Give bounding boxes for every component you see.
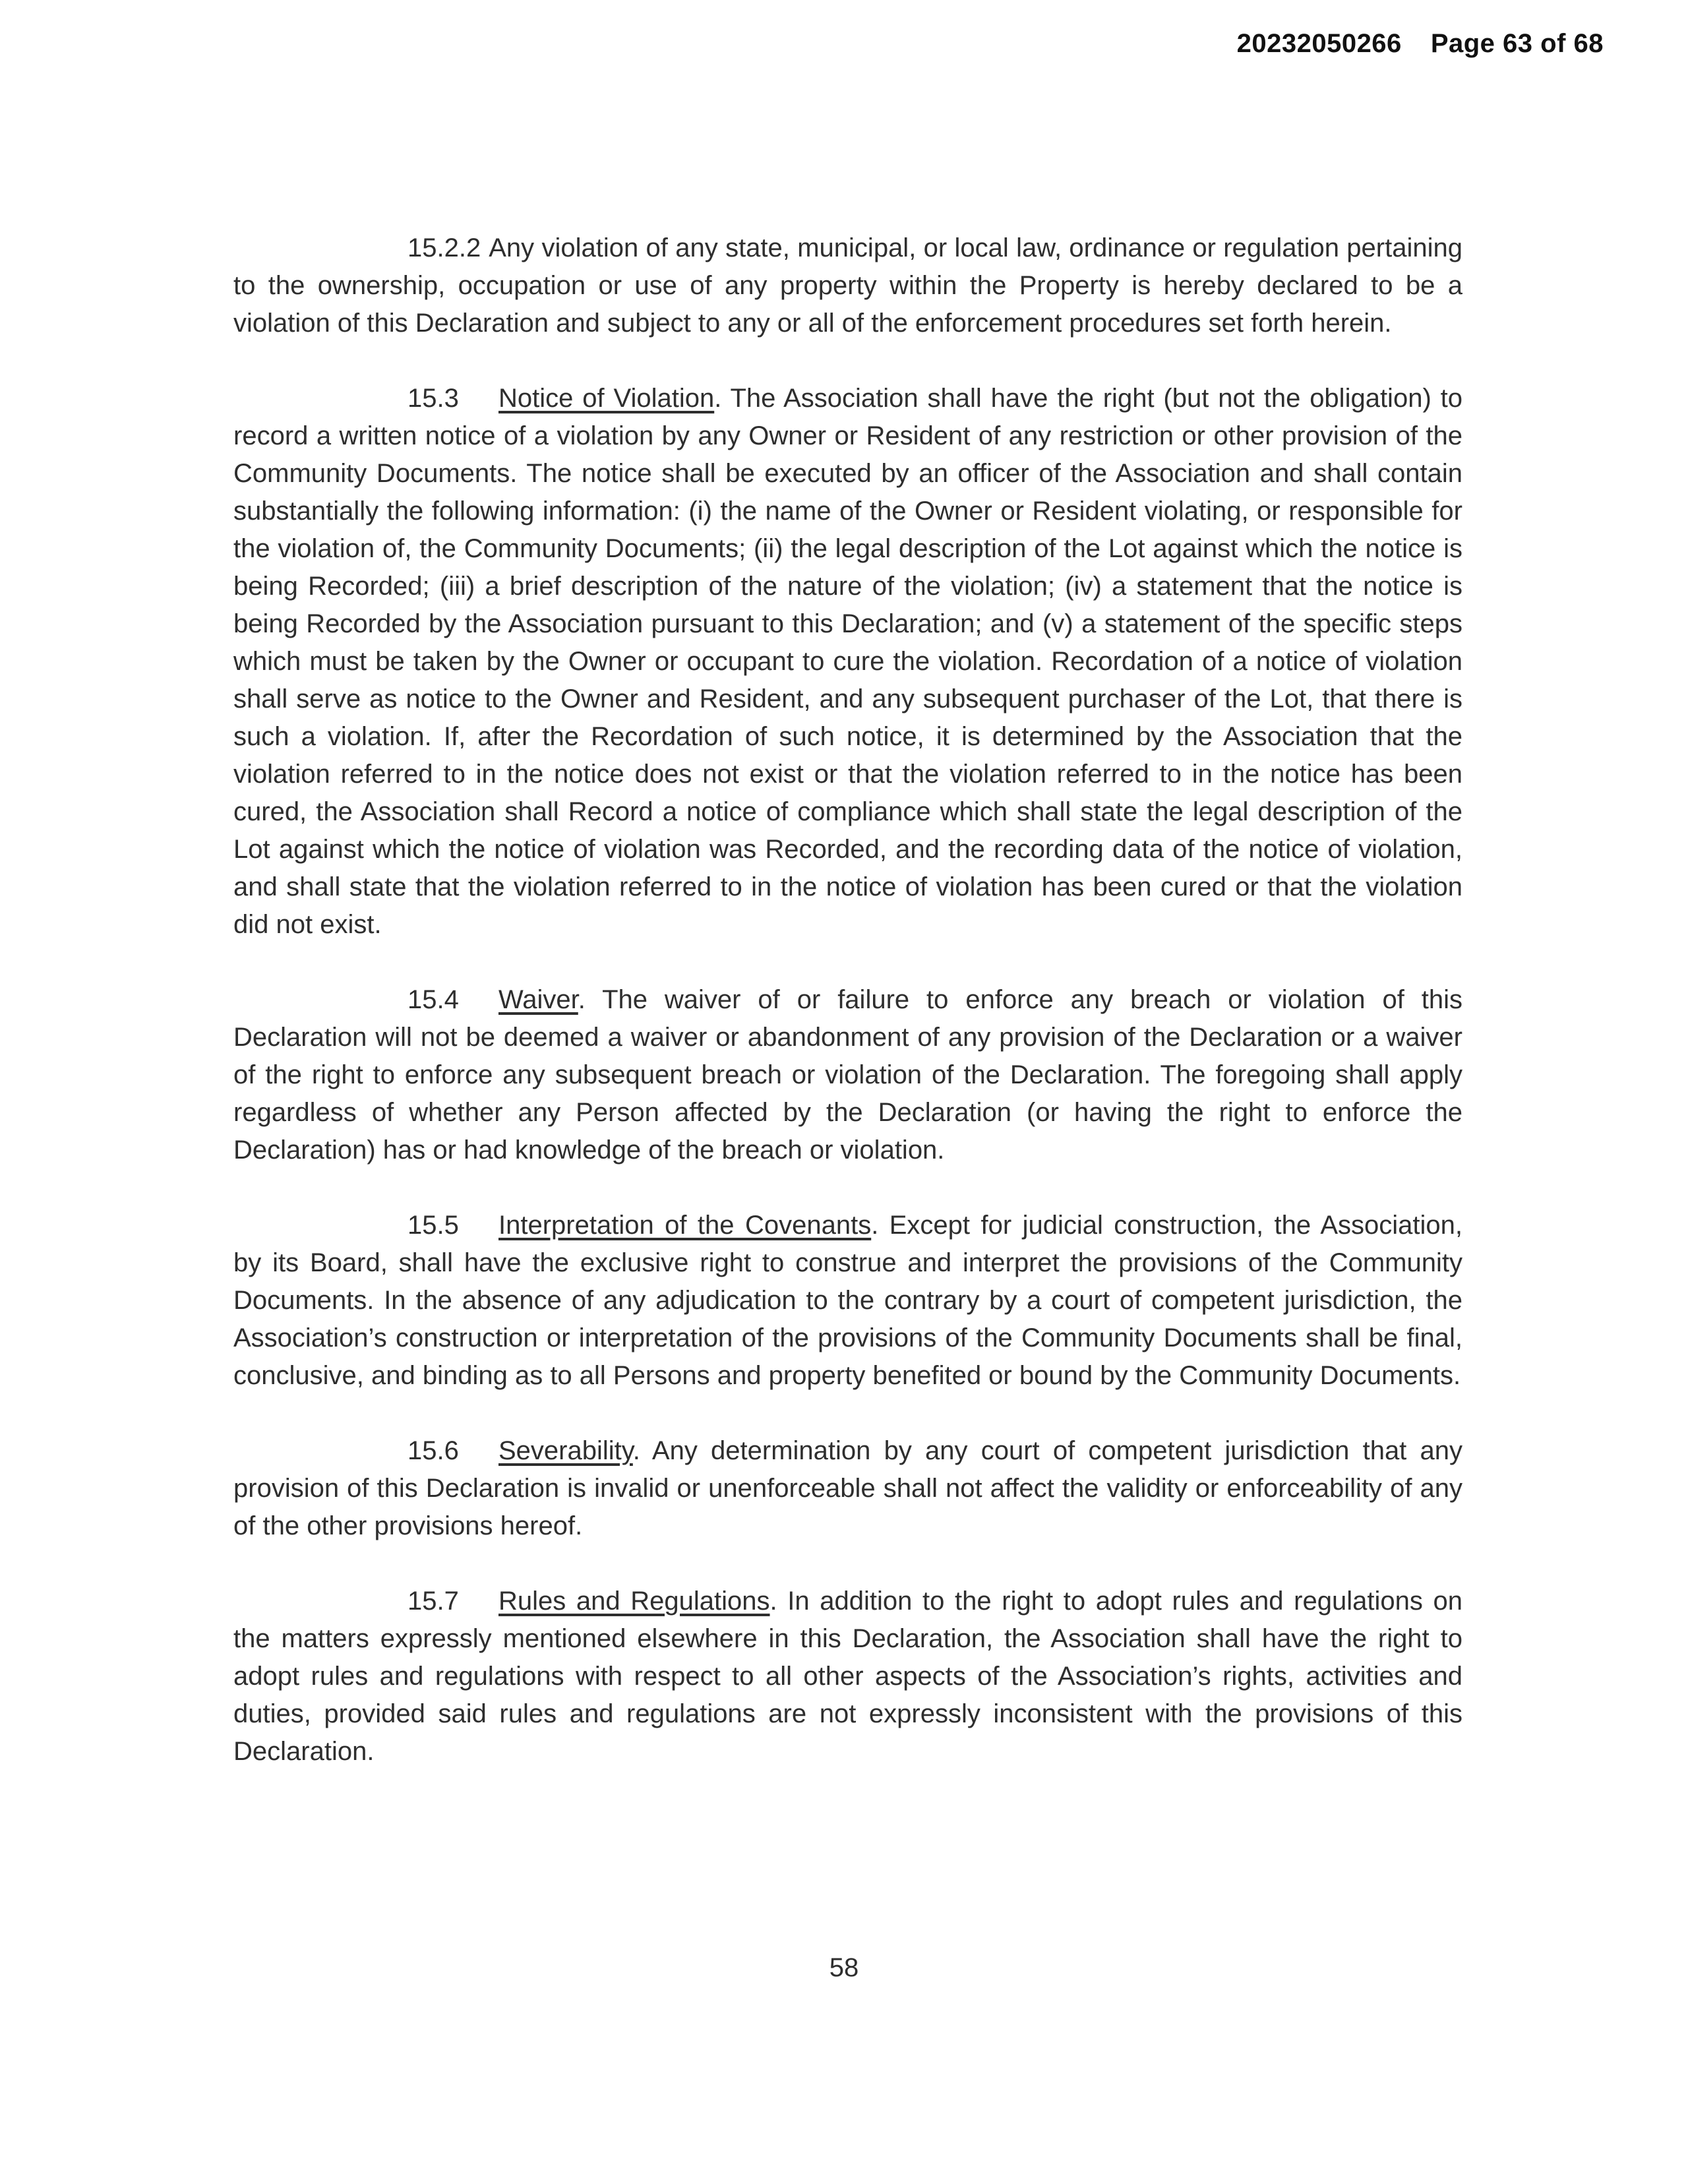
section-heading: Interpretation of the Covenants: [498, 1211, 872, 1240]
section-number: 15.4: [407, 985, 459, 1014]
section-heading: Rules and Regulations: [498, 1587, 770, 1616]
recording-header: [1237, 29, 1604, 59]
page-reference: Page 63 of 68: [1430, 29, 1604, 58]
page-number: 58: [829, 1953, 859, 1982]
section-text: . The Association shall have the right (but not the obligation) to record a written notice of a violation by any Owner or Resident of any restriction or other provision of the Community Documents. The notice shall be executed by an officer of the Association and shall contain substantially the following information: (i) the name of the Owner or Resident violating, or responsible for the violation of, the Community Documents; (ii) the legal description of the Lot against which the notice is being Recorded; (iii) a brief description of the nature of the violation; (iv) a statement that the notice is being Recorded by the Association pursuant to this Declaration; and (v) a statement of the specific steps which must be taken by the Owner or occupant to cure the violation. Recordation of a notice of violation shall serve as notice to the Owner and Resident, and any subsequent purchaser of the Lot, that there is such a violation. If, after the Recordation of such notice, it is determined by the Association that the violation referred to in the notice does not exist or that the violation referred to in the notice has been cured, the Association shall Record a notice of compliance which shall state the legal description of the Lot against which the notice of violation was Recorded, and the recording data of the notice of violation, and shall state that the violation referred to in the notice of violation has been cured or that the violation did not exist.: [233, 384, 1462, 939]
section-text: . Except for judicial construction, the Association, by its Board, shall have the exclusive right to construe and interpret the provisions of the Community Documents. In the absence of any adjudication to the contrary by a court of competent jurisdiction, the Association’s construction or interpretation of the provisions of the Community Documents shall be final, conclusive, and binding as to all Persons and property benefited or bound by the Community Documents.: [233, 1211, 1462, 1390]
section-number: 15.5: [407, 1211, 459, 1240]
section-15-7: [233, 1583, 1462, 1771]
section-text: Any violation of any state, municipal, or local law, ordinance or regulation pertaining to the ownership, occupation or use of any property within the Property is hereby declared to be a violation of this Declaration and subject to any or all of the enforcement procedures set forth herein.: [233, 233, 1462, 338]
section-15-6: [233, 1432, 1462, 1545]
section-text: . In addition to the right to adopt rules and regulations on the matters expressly mentioned elsewhere in this Declaration, the Association shall have the right to adopt rules and regulations with respect to all other aspects of the Association’s rights, activities and duties, provided said rules and regulations are not expressly inconsistent with the provisions of this Declaration.: [233, 1587, 1462, 1766]
section-15-4: [233, 981, 1462, 1169]
section-number: 15.7: [407, 1587, 459, 1616]
section-heading: Waiver: [498, 985, 578, 1014]
section-heading: Severability: [498, 1436, 633, 1465]
section-15-5: [233, 1207, 1462, 1395]
section-heading: Notice of Violation: [498, 384, 715, 413]
section-text: . The waiver of or failure to enforce any breach or violation of this Declaration will not be deemed a waiver or abandonment of any provision of the Declaration or a waiver of the right to enforce any subsequent breach or violation of the Declaration. The foregoing shall apply regardless of whether any Person affected by the Declaration (or having the right to enforce the Declaration) has or had knowledge of the breach or violation.: [233, 985, 1462, 1165]
section-15-3: [233, 380, 1462, 944]
section-15-2-2: [233, 229, 1462, 342]
document-body: [233, 229, 1462, 1808]
section-number: 15.3: [407, 384, 459, 413]
document-number: 20232050266: [1236, 29, 1402, 58]
section-text: . Any determination by any court of competent jurisdiction that any provision of this Declaration is invalid or unenforceable shall not affect the validity or enforceability of any of the other provisions hereof.: [233, 1436, 1462, 1540]
section-number: 15.6: [407, 1436, 459, 1465]
section-number: 15.2.2: [407, 233, 481, 262]
